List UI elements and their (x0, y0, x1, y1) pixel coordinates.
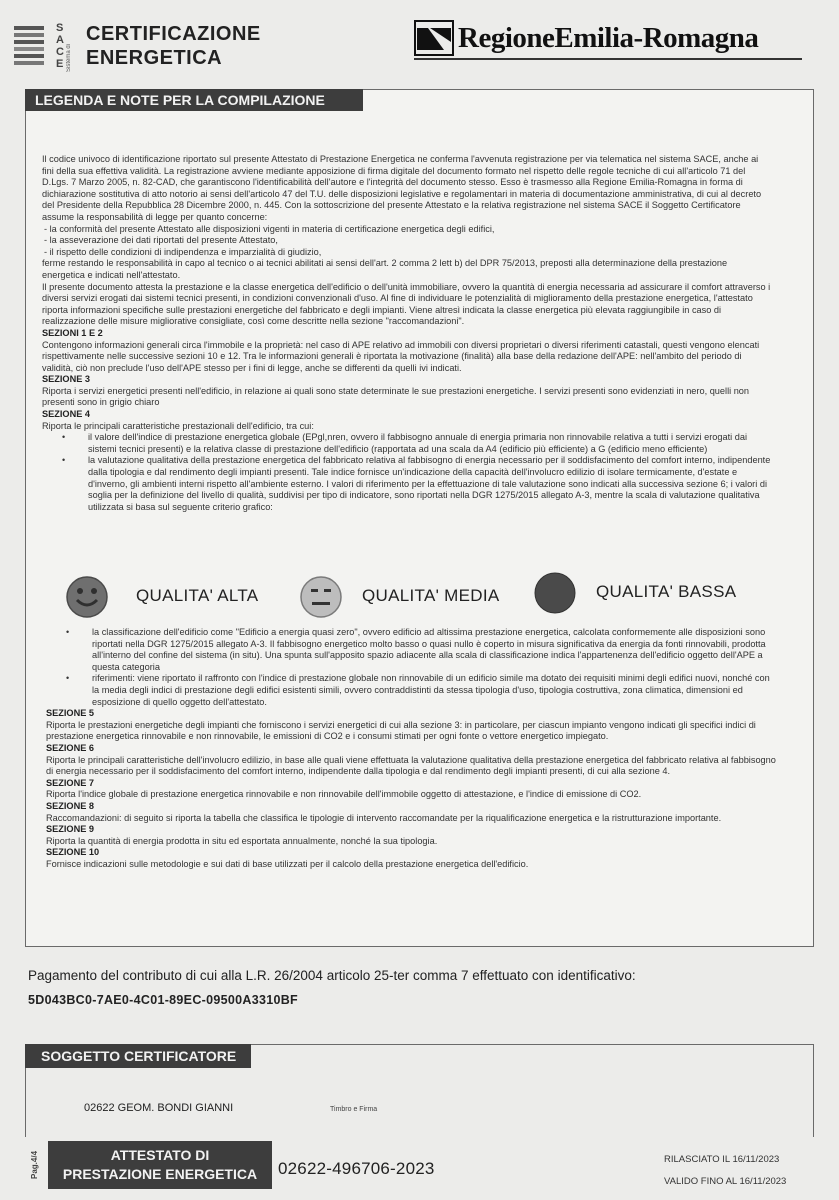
section-4-title: SEZIONE 4 (42, 409, 90, 420)
section-5-title: SEZIONE 5 (46, 708, 94, 719)
section-3-text: Riporta i servizi energetici presenti nell'edificio, in relazione ai quali sono state determinate le sue prestazioni energetiche. I servizi presenti sono evidenziati in nero, quelli non presenti sono in grigio chiaro (42, 385, 750, 408)
legend-dash-1: - la conformità del presente Attestato alle disposizioni vigenti in materia di certificazione energetica degli edifici, (44, 223, 495, 234)
valid-until-date: VALIDO FINO AL 16/11/2023 (664, 1176, 787, 1187)
section-1-2-title: SEZIONI 1 E 2 (42, 327, 103, 338)
section-8-text: Raccomandazioni: di seguito si riporta la tabella che classifica le tipologie di intervento raccomandate per la riqualificazione energetica e la ristrutturazione importante. (46, 812, 722, 823)
section-4-bullet-4: • riferimenti: viene riportato il raffronto con l'indice di prestazione globale non rinnovabile di un edificio simile ma dotato dei requisiti minimi degli edifici nuovi, nonché con la media degli indici di prestazione degli edifici esistenti simili, ovvero contraddistinti da stessa tipologia d'uso, tipologia costruttiva, zona climatica, dimensioni ed esposizione di quello oggetto dell'attestato. (66, 673, 770, 707)
attestato-box: ATTESTATO DI PRESTAZIONE ENERGETICA (48, 1141, 272, 1189)
quality-high-label: QUALITA' ALTA (136, 586, 259, 605)
payment-code: 5D043BC0-7AE0-4C01-89EC-09500A3310BF (28, 993, 298, 1007)
quality-medium-label: QUALITA' MEDIA (362, 586, 500, 605)
region-underline (414, 58, 802, 60)
section-4-bullet-2: • la valutazione qualitativa della prestazione energetica del fabbricato relativa al fabbisogno di energia necessario per il soddisfacimento del comfort interno, indipendente dalla tipologia e dal rendimento degli impianti presenti. Tale indice fornisce un'indicazione della capacità dell'involucro edilizio di isolare termicamente, d'estate e d'inverno, gli ambienti interni rispetto all'ambiente esterno. I valori di riferimento per la effettuazione di tale valutazione sono indicati alla successiva sezione 6; i valori di soglia per la definizione del livello di qualità, suddivisi per tipo di indicatore, sono riportati nella DGR 1275/2015 allegato A-3, mentre la scala di valutazione qualitativa utilizzata si basa sul seguente criterio grafico: (62, 455, 771, 512)
legend-body-continued (46, 627, 776, 870)
section-9-title: SEZIONE 9 (46, 824, 94, 835)
section-6-title: SEZIONE 6 (46, 742, 94, 753)
legend-dash-2: - la asseverazione dei dati riportati del presente Attestato, (44, 235, 278, 246)
attestato-code: 02622-496706-2023 (278, 1159, 435, 1178)
section-7-text: Riporta l'indice globale di prestazione energetica rinnovabile e non rinnovabile dell'immobile oggetto di attestazione, e l'indice di emissione di CO2. (46, 789, 642, 800)
region-name: RegioneEmilia-Romagna (458, 22, 759, 54)
section-1-2-text: Contengono informazioni generali circa l'immobile e la proprietà: nel caso di APE relativo ad immobili con diversi proprietari o diversi riferimenti catastali, questi vengono elencati rispettivamente nelle successive sezioni 10 e 12. Tra le informazioni generali è riportata la motivazione (finalità) alla base della redazione dell'APE: nell'ambito del periodo di validità, ciò non preclude l'uso dell'APE stesso per i fini di legge, anche se differenti da quelli ivi indicati. (42, 339, 760, 373)
legend-presente: Il presente documento attesta la prestazione e la classe energetica dell'edificio o dell'unità immobiliare, ovvero la quantità di energia necessaria ad assicurare il comfort attraverso i diversi servizi erogati dai sistemi tecnici presenti, in condizioni convenzionali d'uso. Al fine di individuare le potenzialità di miglioramento della prestazione energetica, l'attestato riporta informazioni specifiche sulle prestazioni energetiche del fabbricato e degli impianti. Viene altresì indicata la classe energetica più elevata raggiungibile in caso di realizzazione delle misure migliorative consigliate, così come descritte nella sezione "raccomandazioni". (42, 281, 771, 327)
quality-low-label: QUALITA' BASSA (596, 582, 737, 601)
legend-body (42, 154, 772, 513)
sace-letters: S A C E (56, 22, 64, 70)
region-logo-icon (414, 20, 454, 56)
happy-face-icon (66, 576, 108, 618)
payment-text: Pagamento del contributo di cui alla L.R. 26/2004 articolo 25-ter comma 7 effettuato con identificativo: (28, 968, 636, 983)
stamp-signature-label: Timbro e Firma (330, 1106, 378, 1113)
neutral-face-icon (300, 576, 342, 618)
section-7-title: SEZIONE 7 (46, 777, 94, 788)
low-quality-dot-icon (534, 572, 576, 614)
certifier-name: 02622 GEOM. BONDI GIANNI (84, 1102, 234, 1114)
issued-date: RILASCIATO IL 16/11/2023 (664, 1154, 780, 1165)
legend-title: LEGENDA E NOTE PER LA COMPILAZIONE (25, 89, 363, 111)
section-3-title: SEZIONE 3 (42, 374, 90, 385)
sace-subtitle: Sistema di (66, 43, 72, 72)
section-4-bullet-3: • la classificazione dell'edificio come "Edificio a energia quasi zero", ovvero edificio ad altissima prestazione energetica, calcolata conformemente alle disposizioni sono riportati nella DGR 1275/2015 allegato A-3. Il fabbisogno energetico molto basso o quasi nullo è coperto in misura significativa da energia da fonti rinnovabili, prodotta all'interno del confine del sistema (in situ). Una spunta sull'apposito spazio adiacente alla scala di classificazione indica l'appartenenza dell'edificio oggetto dell'APE a questa categoria (66, 627, 766, 672)
page-number: Pag.4/4 (30, 1151, 39, 1180)
section-4-text: Riporta le principali caratteristiche prestazionali dell'edificio, tra cui: (42, 420, 314, 431)
certifier-title: SOGGETTO CERTIFICATORE (25, 1044, 251, 1068)
legend-intro: Il codice univoco di identificazione riportato sul presente Attestato di Prestazione Energetica ne conferma l'avvenuta registrazione per via telematica nel sistema SACE, anche ai fini della sua effettiva validità. La registrazione avviene mediante apposizione di firma digitale del documento formato nel rispetto delle regole tecniche di cui all'articolo 71 del D.Lgs. 7 Marzo 2005, n. 82-CAD, che garantiscono l'identificabilità dell'autore e l'integrità del documento stesso. Esso è trasmesso alla Regione Emilia-Romagna in forma di dichiarazione sostitutiva di atto notorio ai sensi dell'articolo 47 del T.U. delle disposizioni legislative e regolamentari in materia di documentazione amministrativa, di cui al decreto del Presidente della Repubblica 28 Dicembre 2000, n. 445. Con la sottoscrizione del presente Attestato e la relativa registrazione nel sistema SACE il Soggetto Certificatore assume la responsabilità di legge per quanto concerne: (42, 154, 762, 222)
section-5-text: Riporta le prestazioni energetiche degli impianti che forniscono i servizi energetici di cui alla sezione 3: in particolare, per ciascun impianto vengono indicati gli specifici indici di prestazione energetica rinnovabile e non rinnovabile, le emissioni di CO2 e i consumi stimati per ogni fonte o vettore energetico impiegato. (46, 719, 756, 742)
quality-scale (66, 572, 786, 620)
section-10-title: SEZIONE 10 (46, 847, 100, 858)
certification-title: CERTIFICAZIONE ENERGETICA (86, 23, 261, 69)
section-10-text: Fornisce indicazioni sulle metodologie e sui dati di base utilizzati per il calcolo della prestazione energetica dell'edificio. (46, 858, 529, 869)
legend-dash-3: - il rispetto delle condizioni di indipendenza e imparzialità di giudizio, (44, 246, 322, 257)
sace-logo-icon (12, 22, 52, 72)
section-6-text: Riporta le principali caratteristiche dell'involucro edilizio, in base alle quali viene effettuata la valutazione qualitativa della prestazione energetica del fabbricato relativa al fabbisogno di energia necessario per il soddisfacimento del comfort interno, indipendente dalla tipologia e dal rendimento degli impianti presenti, di cui alla sezione 4. (46, 754, 776, 777)
section-8-title: SEZIONE 8 (46, 800, 94, 811)
section-9-text: Riporta la quantità di energia prodotta in situ ed esportata annualmente, nonché la sua tipologia. (46, 835, 438, 846)
section-4-bullet-1: • il valore dell'indice di prestazione energetica globale (EPgl,nren, ovvero il fabbisogno annuale di energia primaria non rinnovabile relativa a tutti i servizi erogati dai sistemi tecnici presenti) e la relativa classe di prestazione dell'edificio (rapportata ad una scala da A4 (edificio più efficiente) a G (edificio meno efficiente) (62, 432, 748, 454)
legend-ferme: ferme restando le responsabilità in capo al tecnico o ai tecnici abilitati ai sensi dell'art. 2 comma 2 lett b) del DPR 75/2013, preposti alla determinazione della prestazione energetica e indicati nell'attestato. (42, 258, 728, 280)
